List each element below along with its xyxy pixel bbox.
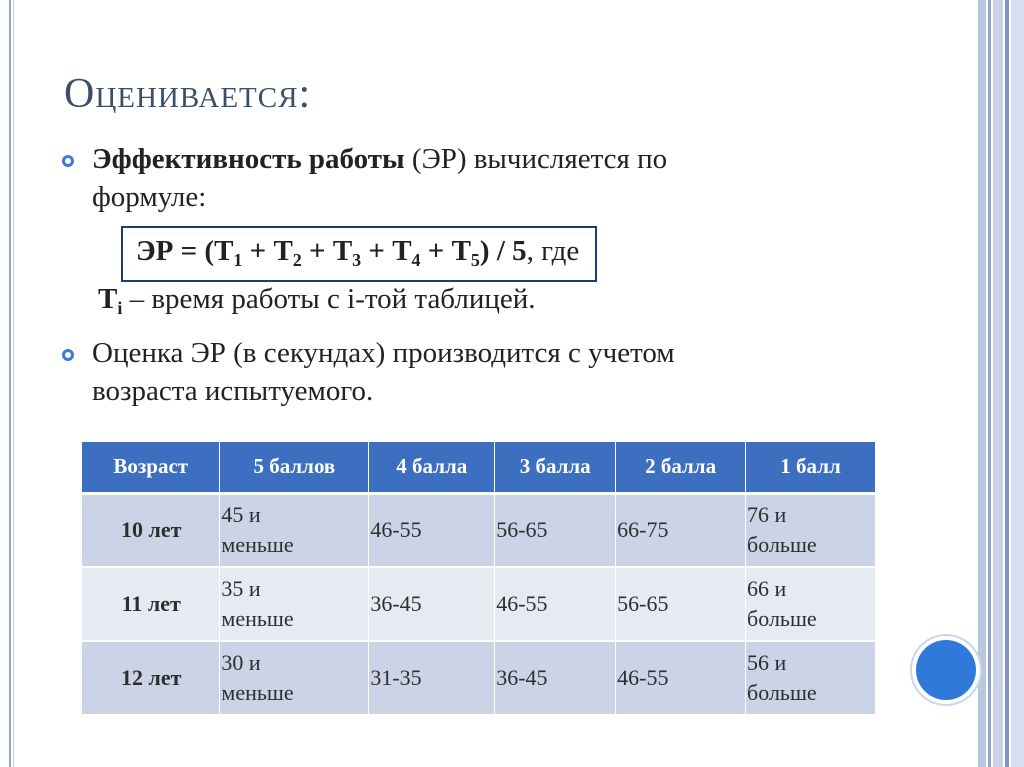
score-4-cell: 31-35 xyxy=(369,641,495,715)
age-cell: 11 лет xyxy=(82,567,220,641)
score-1-cell: 76 и больше xyxy=(746,493,876,567)
formula: ЭР = $(Т_1 + Т_2 + Т_3 + Т_4 + Т_5) / 5$, где xyxy=(136,235,580,270)
bullet-circle-icon xyxy=(62,155,74,167)
table-header-row xyxy=(82,442,876,493)
score-3-cell: 36-45 xyxy=(495,641,616,715)
header-5-points: 5 баллов xyxy=(220,442,369,493)
score-5-cell: 45 и меньше xyxy=(220,493,369,567)
slide-frame-left-inner-line xyxy=(13,0,14,767)
scores-table xyxy=(82,442,876,716)
table-row xyxy=(82,641,876,715)
decorative-circle-icon xyxy=(916,640,976,700)
score-5-cell: 35 и меньше xyxy=(220,567,369,641)
score-1-cell: 66 и больше xyxy=(746,567,876,641)
score-1-cell: 56 и больше xyxy=(746,641,876,715)
age-cell: 10 лет xyxy=(82,493,220,567)
score-5-cell: 30 и меньше xyxy=(220,641,369,715)
score-2-cell: 56-65 xyxy=(616,567,746,641)
efficiency-desc: (ЭР) вычисляется по xyxy=(404,143,668,175)
score-4-cell: 36-45 xyxy=(369,567,495,641)
ti-definition: $Т_i$ – время работы с i-той таблицей. xyxy=(98,283,536,318)
header-4-points: 4 балла xyxy=(369,442,495,493)
bullet-age-assessment xyxy=(62,334,892,414)
age-cell: 12 лет xyxy=(82,641,220,715)
efficiency-desc-line2: формуле: xyxy=(92,181,207,213)
bullet-efficiency xyxy=(62,140,892,220)
score-3-cell: 46-55 xyxy=(495,567,616,641)
table-row xyxy=(82,567,876,641)
score-4-cell: 46-55 xyxy=(369,493,495,567)
header-2-points: 2 балла xyxy=(616,442,746,493)
age-assessment-line1: Оценка ЭР (в секундах) производится с учетом xyxy=(92,337,675,369)
header-age: Возраст xyxy=(82,442,220,493)
table-row xyxy=(82,493,876,567)
slide-frame-right-stripes xyxy=(978,0,1024,767)
score-2-cell: 46-55 xyxy=(616,641,746,715)
slide-title: Оценивается: xyxy=(64,71,312,117)
age-assessment-line2: возраста испытуемого. xyxy=(92,375,374,407)
header-1-point: 1 балл xyxy=(746,442,876,493)
slide-frame-left-line xyxy=(9,0,11,767)
score-2-cell: 66-75 xyxy=(616,493,746,567)
efficiency-term: Эффективность работы xyxy=(92,143,405,175)
header-3-points: 3 балла xyxy=(495,442,616,493)
bullet-circle-icon xyxy=(62,349,74,361)
score-3-cell: 56-65 xyxy=(495,493,616,567)
